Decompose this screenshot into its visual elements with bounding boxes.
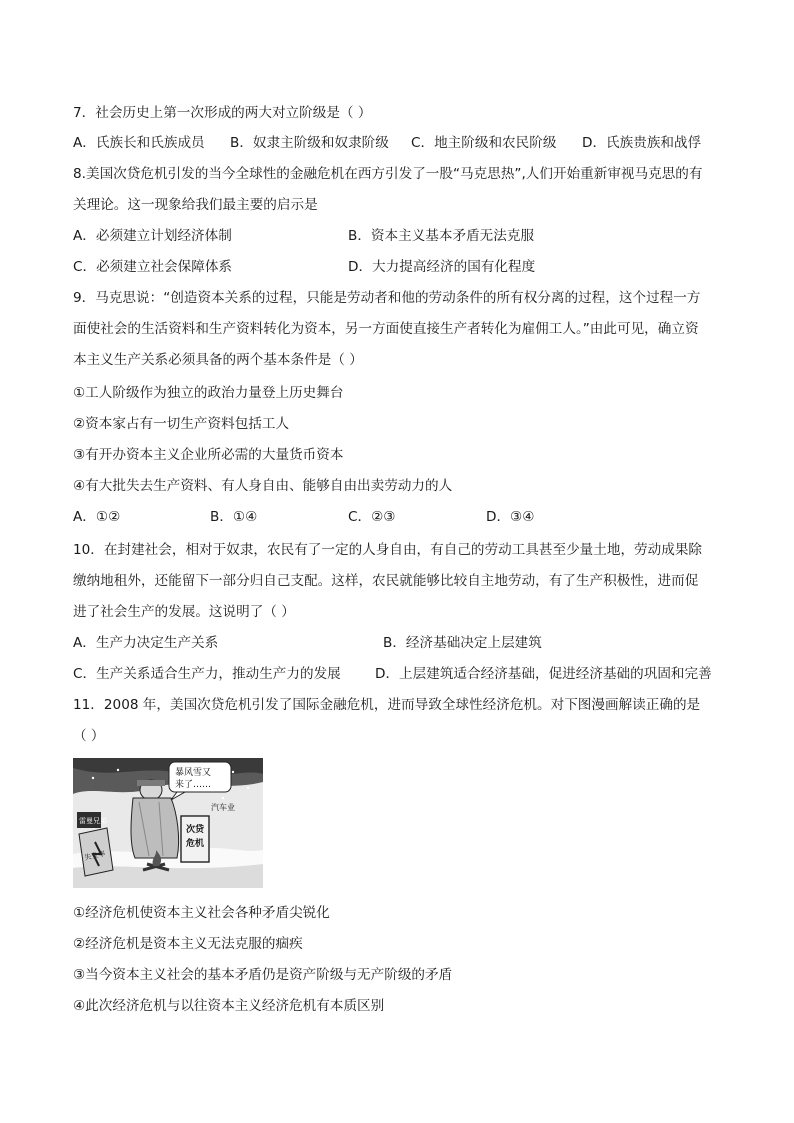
q9-statement-3: ③有开办资本主义企业所必需的大量货币资本: [73, 447, 344, 463]
financial-crisis-cartoon: [73, 758, 263, 888]
q10-option-c: C．生产关系适合生产力，推动生产力的发展: [73, 666, 341, 682]
cartoon-bubble-line2: 来了……: [175, 780, 212, 790]
q8-option-d: D．大力提高经济的国有化程度: [348, 259, 536, 275]
q11-statement-4: ④此次经济危机与以往资本主义经济危机有本质区别: [73, 998, 385, 1014]
q9-option-d: D．③④: [486, 509, 535, 525]
q7-option-b: B．奴隶主阶级和奴隶阶级: [230, 135, 389, 151]
q8-option-c: C．必须建立社会保障体系: [73, 259, 233, 275]
q9-statement-2: ②资本家占有一切生产资料包括工人: [73, 416, 290, 432]
q9-option-b: B．①④: [210, 509, 258, 525]
cartoon-box-line2: 危机: [186, 839, 205, 849]
q8-option-b: B．资本主义基本矛盾无法克服: [348, 228, 535, 244]
q11-statement-3: ③当今资本主义社会的基本矛盾仍是资产阶级与无产阶级的矛盾: [73, 967, 453, 983]
cartoon-bubble-line1: 暴风雪又: [175, 768, 212, 778]
q9-stem-line2: 面使社会的生活资料和生产资料转化为资本，另一方面使直接生产者转化为雇佣工人。”由此可见，确立资: [73, 321, 699, 337]
cartoon-sign-label: 雷曼兄弟: [79, 817, 107, 825]
q7-option-d: D．氏族贵族和战俘: [582, 135, 702, 151]
q8-option-a: A．必须建立计划经济体制: [73, 228, 232, 244]
q7-option-c: C．地主阶级和农民阶级: [411, 135, 557, 151]
cartoon-industry-label: 汽车业: [211, 803, 235, 812]
q8-stem-line2: 关理论。这一现象给我们最主要的启示是: [73, 197, 318, 213]
q11-stem-line1: 11．2008 年，美国次贷危机引发了国际金融危机，进而导致全球性经济危机。对下图漫画解读正确的是: [73, 697, 701, 713]
q7-option-a: A．氏族长和氏族成员: [73, 135, 205, 151]
cartoon-drawing: [73, 758, 263, 888]
q7-stem: 7．社会历史上第一次形成的两大对立阶级是（ ）: [73, 105, 372, 121]
q11-statement-2: ②经济危机是资本主义无法克服的痼疾: [73, 936, 303, 952]
cartoon-plate-label: 失业率: [83, 849, 106, 862]
q10-stem-line2: 缴纳地租外，还能留下一部分归自己支配。这样，农民就能够比较自主地劳动，有了生产积极性，进而促: [73, 573, 699, 589]
q10-option-a: A．生产力决定生产关系: [73, 635, 219, 651]
q9-statement-4: ④有大批失去生产资料、有人身自由、能够自由出卖劳动力的人: [73, 478, 453, 494]
q9-option-a: A．①②: [73, 509, 121, 525]
cartoon-box-line1: 次贷: [186, 825, 205, 835]
q10-stem-line1: 10．在封建社会，相对于奴隶，农民有了一定的人身自由，有自己的劳动工具甚至少量土地，劳动成果除: [73, 542, 703, 558]
q11-statement-1: ①经济危机使资本主义社会各种矛盾尖锐化: [73, 905, 330, 921]
q10-option-d: D．上层建筑适合经济基础，促进经济基础的巩固和完善: [375, 666, 712, 682]
q8-stem-line1: 8.美国次贷危机引发的当今全球性的金融危机在西方引发了一股“马克思热”,人们开始重新审视马克思的有: [73, 166, 703, 182]
q11-stem-line2: （ ）: [73, 728, 105, 744]
q9-stem-line3: 本主义生产关系必须具备的两个基本条件是（ ）: [73, 352, 363, 368]
q9-statement-1: ①工人阶级作为独立的政治力量登上历史舞台: [73, 385, 344, 401]
q10-option-b: B．经济基础决定上层建筑: [383, 635, 542, 651]
q9-option-c: C．②③: [348, 509, 396, 525]
q9-stem-line1: 9．马克思说：“创造资本关系的过程，只能是劳动者和他的劳动条件的所有权分离的过程，这个过程一方: [73, 290, 701, 306]
q10-stem-line3: 进了社会生产的发展。这说明了（ ）: [73, 604, 295, 620]
